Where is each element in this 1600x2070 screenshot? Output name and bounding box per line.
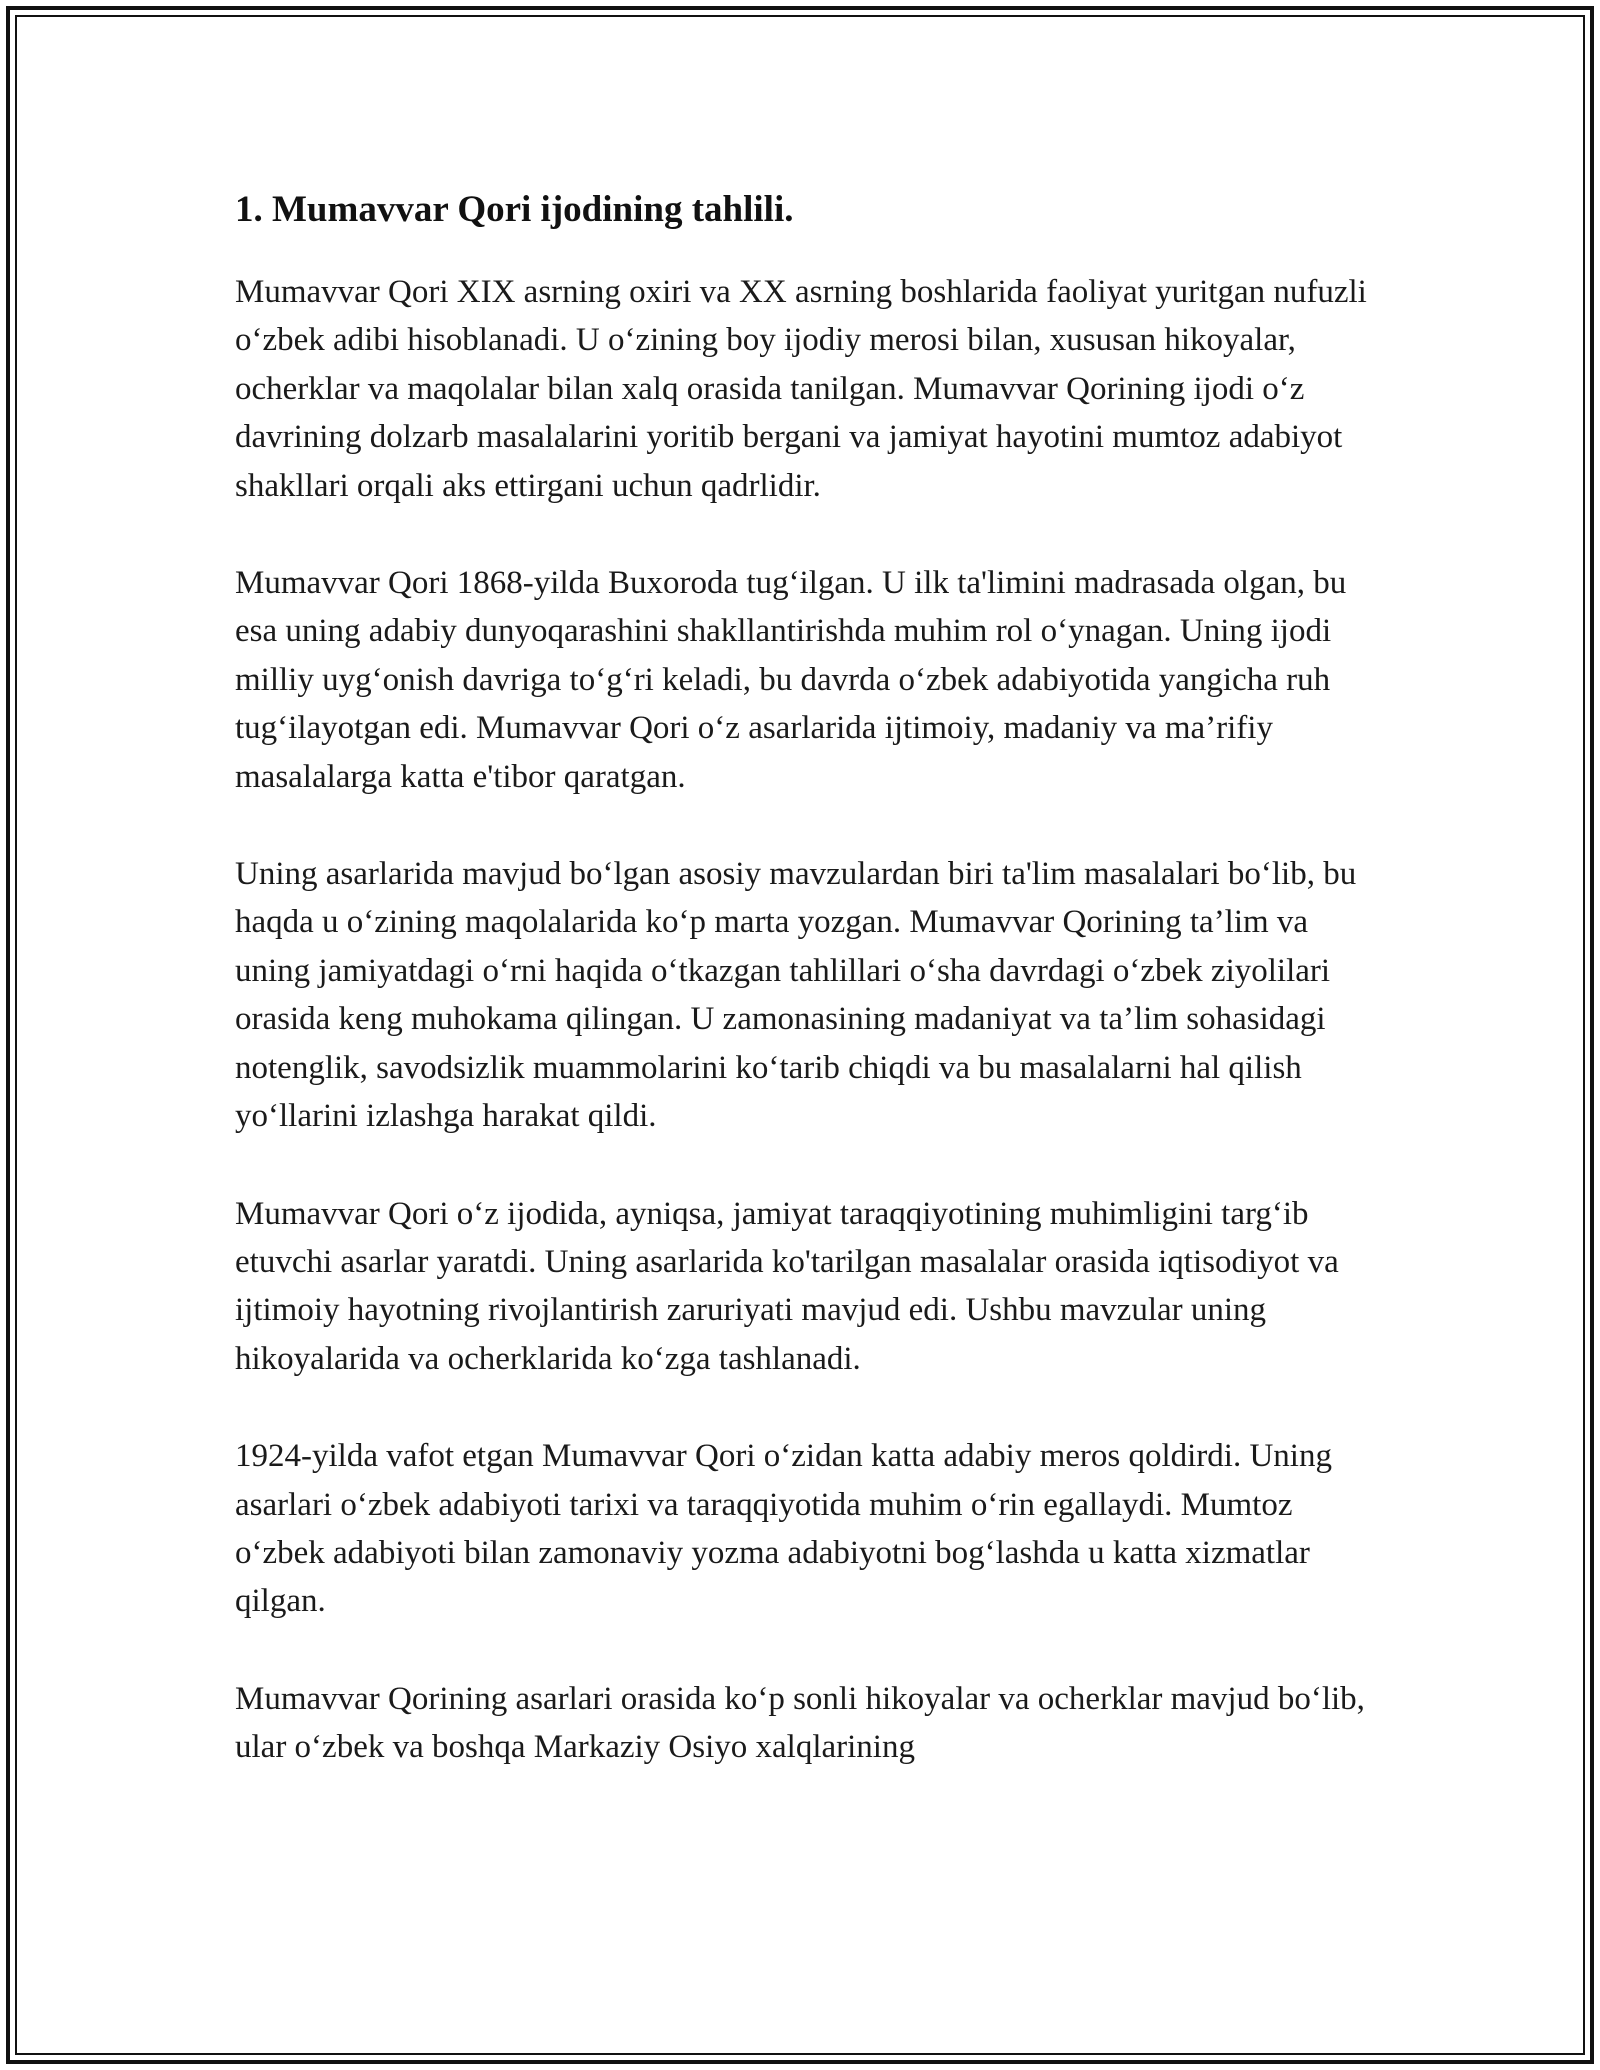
document-body bbox=[235, 186, 1375, 1772]
paragraph-2: Mumavvar Qori 1868-yilda Buxoroda tug‘ilgan. U ilk ta'limini madrasada olgan, bu esa uning adabiy dunyoqarashini shakllantirishda muhim rol o‘ynagan. Uning ijodi milliy uyg‘onish davriga to‘g‘ri keladi, bu davrda o‘zbek adabiyotida yangicha ruh tug‘ilayotgan edi. Mumavvar Qori o‘z asarlarida ijtimoiy, madaniy va ma’rifiy masalalarga katta e'tibor qaratgan. bbox=[235, 565, 1347, 795]
paragraph-4: Mumavvar Qori o‘z ijodida, ayniqsa, jamiyat taraqqiyotining muhimligini targ‘ib etuvchi asarlar yaratdi. Uning asarlarida ko'tarilgan masalalar orasida iqtisodiyot va ijtimoiy hayotning rivojlantirish zaruriyati mavjud edi. Ushbu mavzular uning hikoyalarida va ocherklarida ko‘zga tashlanadi. bbox=[235, 1195, 1339, 1377]
paragraph-3: Uning asarlarida mavjud bo‘lgan asosiy mavzulardan biri ta'lim masalalari bo‘lib, bu haqda u o‘zining maqolalarida ko‘p marta yozgan. Mumavvar Qorining ta’lim va uning jamiyatdagi o‘rni haqida o‘tkazgan tahlillari o‘sha davrdagi o‘zbek ziyolilari orasida keng muhokama qilingan. U zamonasining madaniyat va ta’lim sohasidagi notenglik, savodsizlik muammolarini ko‘tarib chiqdi va bu masalalarni hal qilish yo‘llarini izlashga harakat qildi. bbox=[235, 856, 1357, 1135]
paragraph-6: Mumavvar Qorining asarlari orasida ko‘p sonli hikoyalar va ocherklar mavjud bo‘lib, ular o‘zbek va boshqa Markaziy Osiyo xalqlarining bbox=[235, 1680, 1365, 1766]
document-title: 1. Mumavvar Qori ijodining tahlili. bbox=[235, 189, 794, 230]
paragraph-5: 1924-yilda vafot etgan Mumavvar Qori o‘zidan katta adabiy meros qoldirdi. Uning asarlari o‘zbek adabiyoti tarixi va taraqqiyotida muhim o‘rin egallaydi. Mumtoz o‘zbek adabiyoti bilan zamonaviy yozma adabiyotni bog‘lashda u katta xizmatlar qilgan. bbox=[235, 1438, 1332, 1620]
paragraph-1: Mumavvar Qori XIX asrning oxiri va XX asrning boshlarida faoliyat yuritgan nufuzli o‘zbek adibi hisoblanadi. U o‘zining boy ijodiy merosi bilan, xususan hikoyalar, ocherklar va maqolalar bilan xalq orasida tanilgan. Mumavvar Qorining ijodi o‘z davrining dolzarb masalalarini yoritib bergani va jamiyat hayotini mumtoz adabiyot shakllari orqali aks ettirgani uchun qadrlidir. bbox=[235, 274, 1367, 504]
